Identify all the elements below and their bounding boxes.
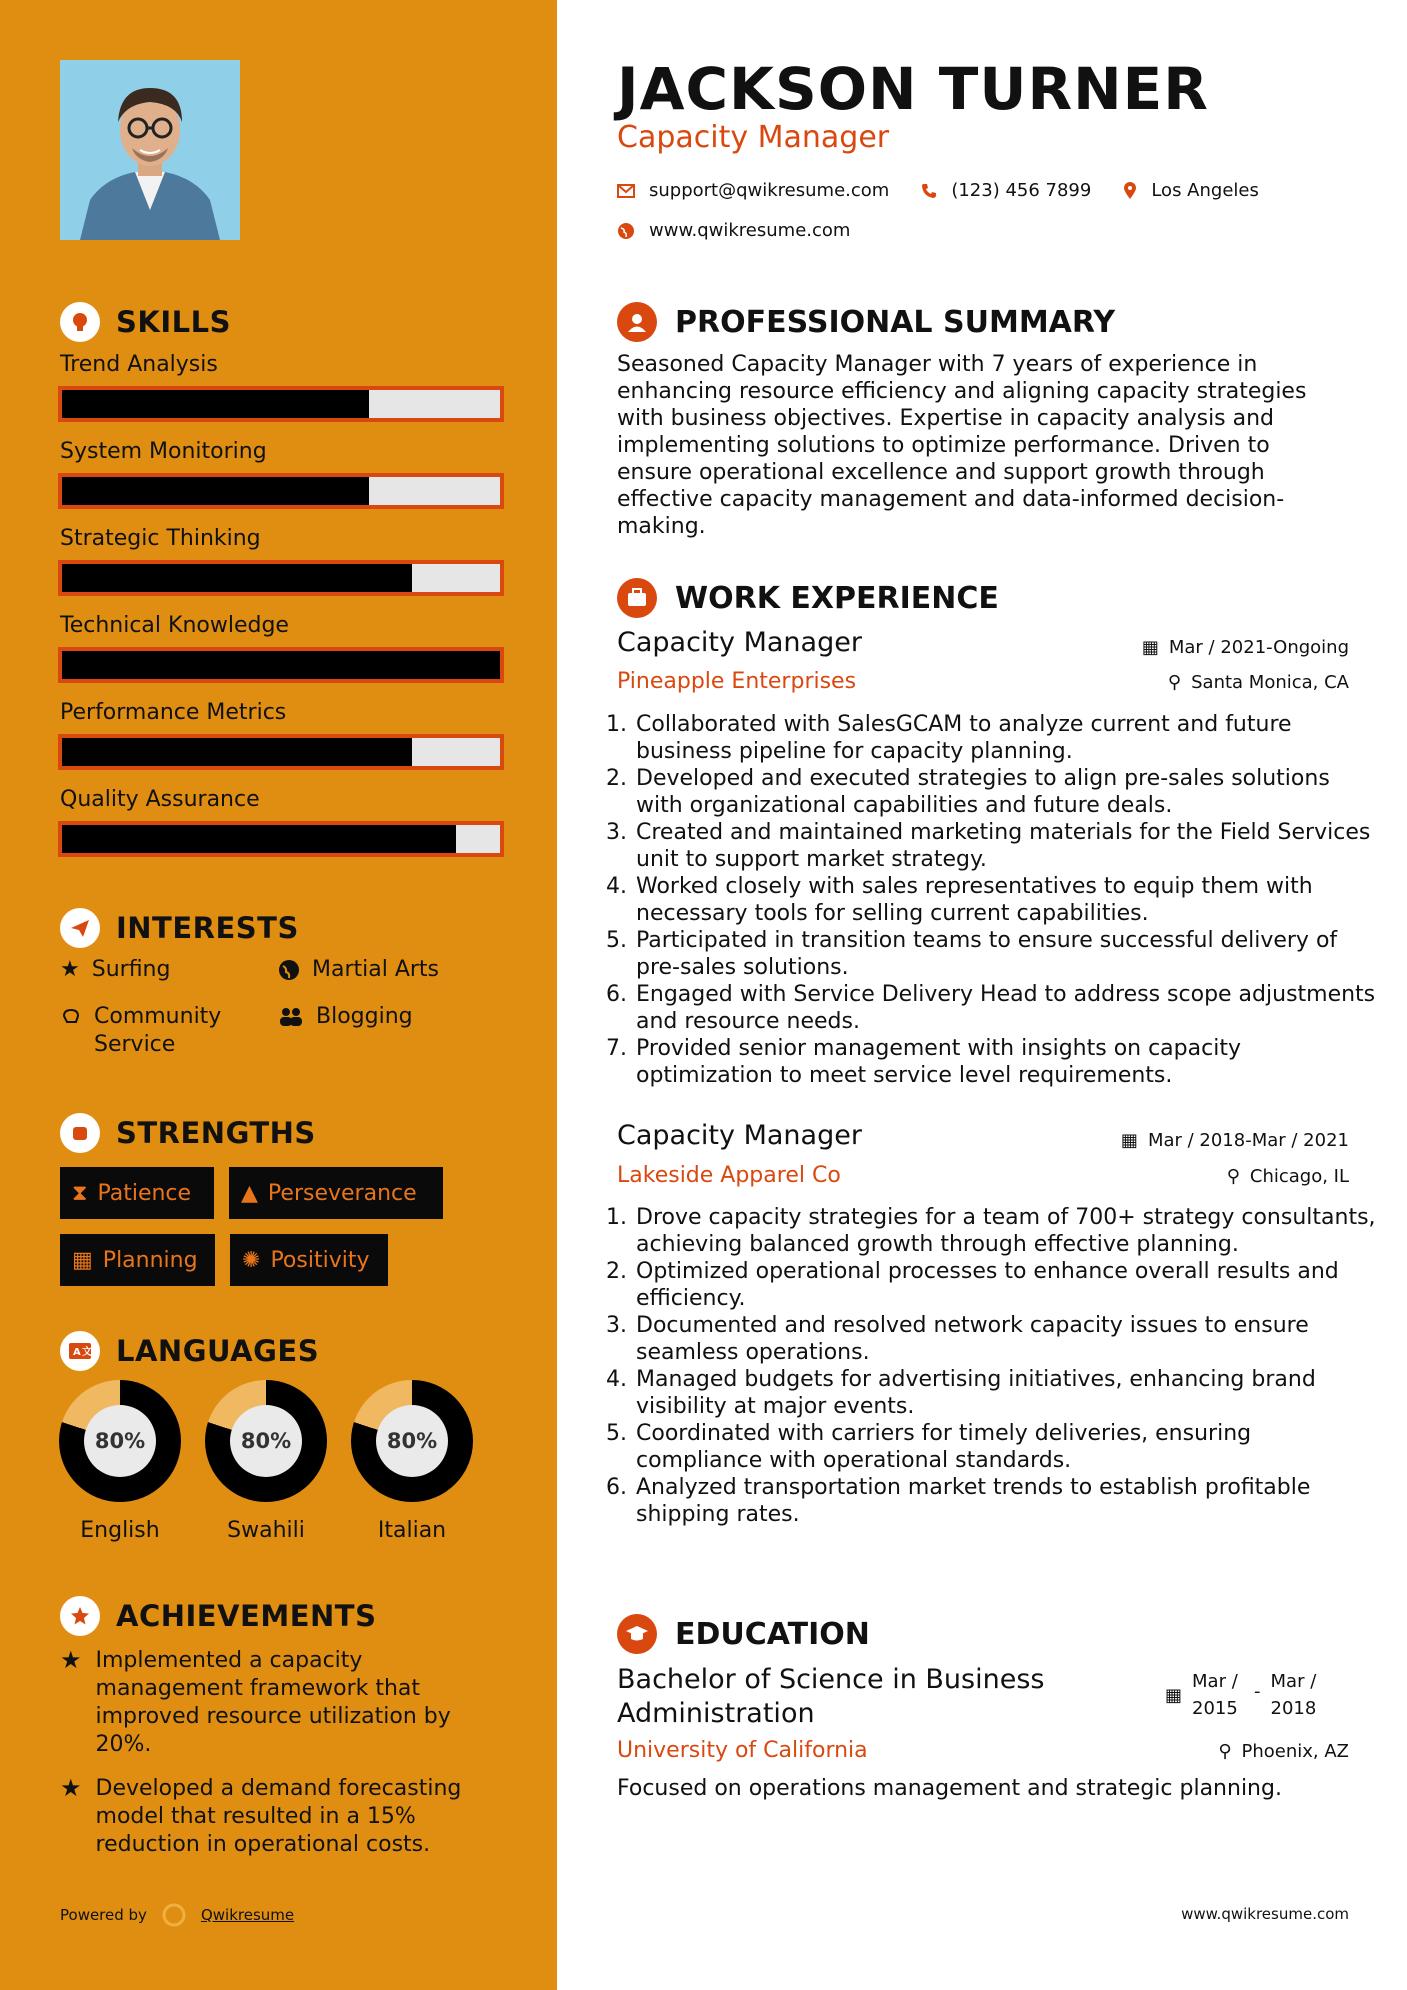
language-item	[205, 1380, 327, 1543]
skill-bar	[58, 821, 504, 857]
experience-heading: WORK EXPERIENCE	[617, 578, 999, 618]
interest-item: Blogging	[278, 1003, 413, 1031]
globe-icon	[617, 222, 635, 240]
hourglass-icon: ⧗	[72, 1180, 88, 1206]
skill-fill	[62, 564, 412, 592]
list-item: 4. Managed budgets for advertising initiatives, enhancing brand visibility at major events.	[634, 1366, 1379, 1420]
qwikresume-link[interactable]: Qwikresume	[200, 1906, 295, 1924]
list-item: 3. Created and maintained marketing materials for the Field Services unit to support market strategy.	[634, 819, 1379, 873]
calendar-icon: ▦	[1165, 1685, 1183, 1706]
achievements-heading	[60, 1596, 376, 1636]
strengths-heading	[60, 1113, 316, 1153]
summary-text: Seasoned Capacity Manager with 7 years of experience in enhancing resource efficiency and aligning capacity strategies with business objectives. Expertise in capacity analysis and implementing solutions to optimize performance. Driven to ensure operational excellence and support growth through effective capacity management and data-informed decision-making.	[617, 352, 1307, 539]
job-company: Pineapple Enterprises	[617, 669, 857, 694]
list-item: 3. Documented and resolved network capacity issues to ensure seamless operations.	[634, 1312, 1379, 1366]
strength-tag: ⧗ Patience	[60, 1167, 214, 1219]
contact-row	[617, 180, 1259, 201]
language-name: Italian	[377, 1518, 447, 1543]
email-link[interactable]: support@qwikresume.com	[649, 180, 890, 201]
location-text: Los Angeles	[1151, 180, 1259, 201]
skill-fill	[62, 825, 456, 853]
list-item: 4. Worked closely with sales representatives to equip them with necessary tools for selling current capabilities.	[634, 873, 1379, 927]
language-item	[59, 1380, 181, 1543]
list-item: 1. Drove capacity strategies for a team of 700+ strategy consultants, achieving balanced growth through effective planning.	[634, 1204, 1379, 1258]
website-link[interactable]: www.qwikresume.com	[649, 220, 851, 241]
qwikresume-logo-icon	[161, 1902, 187, 1928]
skill-label: Performance Metrics	[60, 700, 287, 725]
briefcase-icon	[617, 578, 657, 618]
pin-icon: ⚲	[1167, 672, 1182, 693]
list-item: 5. Participated in transition teams to ensure successful delivery of pre-sales solutions.	[634, 927, 1379, 981]
calendar-icon: ▦	[1120, 1130, 1138, 1151]
language-percent: 80%	[84, 1405, 156, 1477]
language-percent: 80%	[230, 1405, 302, 1477]
education-description: Focused on operations management and strategic planning.	[617, 1776, 1282, 1801]
skill-bar	[58, 386, 504, 422]
list-item: 7. Provided senior management with insights on capacity optimization to meet service level requirements.	[634, 1035, 1379, 1089]
job-dates: ▦ Mar / 2021-Ongoing	[1141, 637, 1349, 658]
user-icon	[617, 302, 657, 342]
interest-item: Martial Arts	[278, 956, 439, 984]
calendar-icon: ▦	[72, 1247, 93, 1273]
languages-title: LANGUAGES	[116, 1334, 320, 1368]
skills-title: SKILLS	[116, 305, 231, 339]
list-item: 5. Coordinated with carriers for timely deliveries, ensuring compliance with operational standards.	[634, 1420, 1379, 1474]
strength-tag: ▲ Perseverance	[229, 1167, 443, 1219]
language-ring	[59, 1380, 181, 1502]
language-icon	[60, 1331, 100, 1371]
language-name: English	[80, 1518, 160, 1543]
language-name: Swahili	[227, 1518, 305, 1543]
pin-icon: ⚲	[1226, 1166, 1240, 1187]
sun-icon: ✺	[242, 1247, 261, 1273]
interest-item: Community Service	[60, 1003, 250, 1059]
skill-fill	[62, 477, 369, 505]
envelope-icon	[617, 184, 635, 198]
skill-label: System Monitoring	[60, 439, 267, 464]
footer-website[interactable]: www.qwikresume.com	[1181, 1905, 1349, 1923]
education-location: ⚲ Phoenix, AZ	[1218, 1741, 1349, 1762]
job-location: ⚲ Santa Monica, CA	[1167, 672, 1349, 693]
education-dates: ▦ Mar / 2015 - Mar / 2018	[1165, 1668, 1323, 1722]
svg-text:A: A	[73, 1347, 82, 1358]
job-bullets	[612, 1204, 1379, 1528]
phone-icon	[921, 183, 937, 199]
achievements-title: ACHIEVEMENTS	[116, 1599, 377, 1633]
achievement-item: ★ Developed a demand forecasting model that resulted in a 15% reduction in operational costs.	[60, 1774, 462, 1857]
languages-heading	[60, 1331, 319, 1371]
list-item: 6. Engaged with Service Delivery Head to address scope adjustments and resource needs.	[634, 981, 1379, 1035]
language-ring	[205, 1380, 327, 1502]
job-title: Capacity Manager	[617, 627, 862, 658]
profile-photo	[60, 60, 240, 240]
degree-title: Bachelor of Science in Business Administration	[617, 1664, 1045, 1729]
interest-item: ★ Surfing	[60, 957, 171, 982]
star-badge-icon	[60, 1596, 100, 1636]
achievement-item: ★ Implemented a capacity management framework that improved resource utilization by 20%.	[60, 1646, 451, 1757]
education-heading: EDUCATION	[617, 1614, 870, 1654]
svg-text:文: 文	[82, 1347, 92, 1358]
job-title: Capacity Manager	[617, 1120, 862, 1151]
summary-heading: PROFESSIONAL SUMMARY	[617, 302, 1115, 342]
lightbulb-icon	[60, 302, 100, 342]
skill-bar	[58, 734, 504, 770]
paper-plane-icon	[60, 908, 100, 948]
job-dates: ▦ Mar / 2018-Mar / 2021	[1120, 1130, 1349, 1151]
language-ring	[351, 1380, 473, 1502]
map-pin-icon	[1123, 182, 1137, 200]
users-icon	[278, 1006, 304, 1028]
skill-label: Quality Assurance	[60, 787, 260, 812]
sidebar	[0, 0, 557, 1990]
list-item: 2. Optimized operational processes to enhance overall results and efficiency.	[634, 1258, 1379, 1312]
language-percent: 80%	[376, 1405, 448, 1477]
skill-label: Trend Analysis	[60, 352, 218, 377]
list-item: 6. Analyzed transportation market trends to establish profitable shipping rates.	[634, 1474, 1379, 1528]
candidate-name: JACKSON TURNER	[617, 55, 1209, 123]
star-icon: ★	[60, 1646, 82, 1674]
job-bullets	[612, 711, 1379, 1089]
skill-bar	[58, 560, 504, 596]
skill-fill	[62, 390, 369, 418]
powered-by: Powered by Qwikresume	[60, 1902, 294, 1928]
hand-icon	[60, 1006, 82, 1028]
skill-fill	[62, 651, 500, 679]
list-item: 1. Collaborated with SalesGCAM to analyze current and future business pipeline for capacity planning.	[634, 711, 1379, 765]
school-name: University of California	[617, 1738, 868, 1763]
fist-icon	[60, 1113, 100, 1153]
interests-heading	[60, 908, 299, 948]
road-icon: ▲	[241, 1180, 258, 1206]
strengths-title: STRENGTHS	[116, 1116, 316, 1150]
strength-tag: ✺ Positivity	[230, 1234, 388, 1286]
skill-fill	[62, 738, 412, 766]
calendar-icon: ▦	[1141, 637, 1159, 658]
skill-label: Technical Knowledge	[60, 613, 289, 638]
pin-icon: ⚲	[1218, 1741, 1232, 1762]
star-icon: ★	[60, 1774, 82, 1802]
graduation-cap-icon	[617, 1614, 657, 1654]
skills-heading	[60, 302, 231, 342]
skill-bar	[58, 647, 504, 683]
job-company: Lakeside Apparel Co	[617, 1163, 841, 1188]
language-item	[351, 1380, 473, 1543]
job-location: ⚲ Chicago, IL	[1226, 1166, 1349, 1187]
skill-label: Strategic Thinking	[60, 526, 261, 551]
phone-number: (123) 456 7899	[951, 180, 1092, 201]
list-item: 2. Developed and executed strategies to align pre-sales solutions with organizational capabilities and future deals.	[634, 765, 1379, 819]
skill-bar	[58, 473, 504, 509]
website-row	[617, 220, 850, 241]
candidate-role: Capacity Manager	[617, 120, 890, 155]
interests-title: INTERESTS	[116, 911, 299, 945]
globe-icon	[278, 959, 300, 981]
star-icon: ★	[60, 957, 80, 982]
strength-tag: ▦ Planning	[60, 1234, 215, 1286]
